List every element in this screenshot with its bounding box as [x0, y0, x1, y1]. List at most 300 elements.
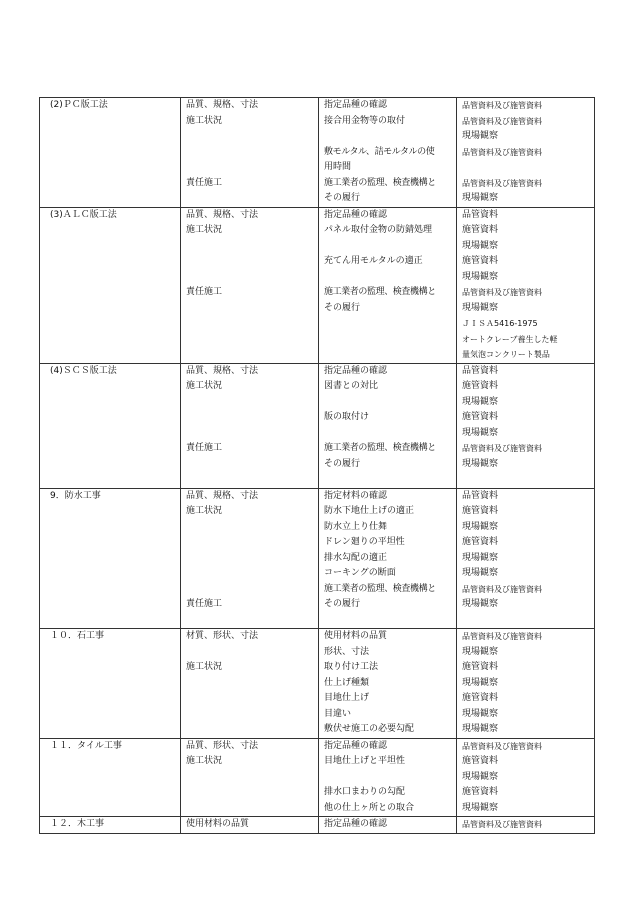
item-cell: [40, 722, 181, 738]
item-cell: [40, 566, 181, 582]
category-cell-text: 品質、形状、寸法: [186, 740, 259, 751]
method-cell-text: 現場観察: [462, 521, 499, 532]
table-row: [40, 504, 595, 520]
category-cell-text: [186, 535, 318, 551]
table-row: [40, 582, 595, 598]
item-cell-text: (3)ＡＬＣ版工法: [50, 209, 117, 220]
method-cell-text: 現場観察: [462, 646, 499, 657]
method-cell: [457, 566, 595, 582]
method-cell: [457, 691, 595, 707]
category-cell: [181, 472, 319, 488]
check-point-cell-text: [324, 239, 456, 255]
table-row: [40, 597, 595, 613]
category-cell-text: [186, 770, 318, 786]
table-row: [40, 488, 595, 504]
method-cell-text: オートクレーブ養生した軽: [462, 334, 558, 344]
item-cell: [40, 395, 181, 411]
item-cell-text: １１．タイル工事: [50, 740, 122, 751]
item-cell: [40, 551, 181, 567]
category-cell: [181, 410, 319, 426]
check-point-cell-text: その履行: [324, 193, 361, 203]
check-point-cell-text: [324, 332, 456, 348]
method-cell: [457, 597, 595, 613]
check-point-cell: [319, 191, 457, 207]
category-cell-text: 責任施工: [186, 443, 223, 453]
method-cell: [457, 145, 595, 161]
check-point-cell-text: 指定品種の確認: [324, 819, 388, 829]
check-point-cell: [319, 285, 457, 301]
method-cell: [457, 504, 595, 520]
category-cell: [181, 145, 319, 161]
item-cell-text: [50, 347, 180, 363]
category-cell-text: [186, 707, 318, 723]
method-cell-text: 現場観察: [462, 193, 499, 203]
item-cell: [40, 285, 181, 301]
table-row: [40, 801, 595, 817]
check-point-cell: [319, 316, 457, 332]
method-cell: [457, 160, 595, 176]
category-cell-text: [186, 160, 318, 176]
item-cell: [40, 770, 181, 786]
table-row: [40, 145, 595, 161]
check-point-cell: [319, 98, 457, 114]
method-cell: [457, 191, 595, 207]
item-cell-text: [50, 770, 180, 786]
table-row: [40, 738, 595, 754]
method-cell-text: 現場観察: [462, 427, 499, 438]
category-cell: [181, 817, 319, 834]
item-cell: [40, 426, 181, 442]
check-point-cell-text: 防水下地仕上げの適正: [324, 506, 415, 516]
table-row: [40, 114, 595, 130]
category-cell: [181, 441, 319, 457]
method-cell: [457, 785, 595, 801]
table-row: [40, 660, 595, 676]
method-cell-text: 品管資料及び施管資料: [462, 116, 542, 126]
method-cell: [457, 722, 595, 738]
category-cell-text: 品質、規格、寸法: [186, 209, 259, 220]
category-cell: [181, 316, 319, 332]
check-point-cell: [319, 114, 457, 130]
category-cell-text: 施工状況: [186, 225, 223, 235]
check-point-cell-text: [324, 129, 456, 145]
item-cell: [40, 316, 181, 332]
method-cell-text: 品管資料及び施管資料: [462, 632, 542, 641]
item-cell: [40, 270, 181, 286]
method-cell-text: 品管資料及び施管資料: [462, 444, 542, 453]
item-cell-text: [50, 566, 180, 582]
method-cell: [457, 613, 595, 629]
item-cell-text: [50, 223, 180, 239]
category-cell-text: [186, 129, 318, 145]
check-point-cell: [319, 551, 457, 567]
check-point-cell-text: 目地仕上げ: [324, 693, 370, 703]
check-point-cell-text: [324, 770, 456, 786]
method-cell: [457, 817, 595, 834]
category-cell-text: [186, 551, 318, 567]
item-cell-text: [50, 676, 180, 692]
category-cell-text: [186, 145, 318, 161]
inspection-table: [39, 97, 595, 834]
category-cell: [181, 363, 319, 379]
item-cell-text: [50, 145, 180, 161]
check-point-cell-text: [324, 426, 456, 442]
table-row: [40, 98, 595, 114]
category-cell: [181, 504, 319, 520]
item-cell: [40, 363, 181, 379]
item-cell-text: [50, 285, 180, 301]
method-cell-text: 品管資料及び施管資料: [462, 820, 542, 829]
table-row: [40, 223, 595, 239]
check-point-cell-text: 施工業者の監理、検査機構と: [324, 443, 436, 453]
check-point-cell-text: その履行: [324, 458, 361, 469]
category-cell-text: [186, 566, 318, 582]
category-cell-text: 施工状況: [186, 662, 223, 672]
check-point-cell: [319, 707, 457, 723]
method-cell-text: 現場観察: [462, 240, 499, 251]
category-cell-text: [186, 457, 318, 473]
check-point-cell-text: 敷モルタル、詰モルタルの使: [324, 146, 435, 157]
method-cell-text: 現場観察: [462, 552, 499, 563]
check-point-cell: [319, 426, 457, 442]
check-point-cell: [319, 801, 457, 817]
method-cell: [457, 770, 595, 786]
table-row: [40, 457, 595, 473]
category-cell: [181, 332, 319, 348]
method-cell: [457, 395, 595, 411]
check-point-cell-text: 指定品種の確認: [324, 740, 388, 751]
method-cell: [457, 207, 595, 223]
item-cell: [40, 457, 181, 473]
item-cell: [40, 441, 181, 457]
item-cell: [40, 629, 181, 645]
category-cell-text: [186, 410, 318, 426]
item-cell: [40, 191, 181, 207]
item-cell: [40, 332, 181, 348]
category-cell-text: [186, 191, 318, 207]
item-cell-text: [50, 426, 180, 442]
category-cell-text: [186, 395, 318, 411]
item-cell: [40, 239, 181, 255]
table-row: [40, 160, 595, 176]
check-point-cell: [319, 332, 457, 348]
check-point-cell-text: 取り付け工法: [324, 662, 379, 672]
check-point-cell-text: 指定品種の確認: [324, 209, 388, 220]
category-cell: [181, 660, 319, 676]
method-cell-text: 品管資料及び施管資料: [462, 741, 542, 751]
category-cell: [181, 223, 319, 239]
item-cell-text: [50, 613, 180, 629]
check-point-cell-text: 目地仕上げと平坦性: [324, 756, 406, 766]
category-cell-text: [186, 270, 318, 286]
method-cell-text: 施管資料: [462, 787, 499, 797]
check-point-cell: [319, 347, 457, 363]
table-row: [40, 347, 595, 363]
method-cell-text: 施管資料: [462, 412, 499, 422]
item-cell-text: [50, 457, 180, 473]
category-cell-text: [186, 239, 318, 255]
table-row: [40, 410, 595, 426]
check-point-cell-text: 使用材料の品質: [324, 631, 388, 641]
item-cell: [40, 98, 181, 114]
method-cell-text: 現場観察: [462, 724, 499, 734]
check-point-cell: [319, 254, 457, 270]
method-cell: [457, 738, 595, 754]
check-point-cell: [319, 239, 457, 255]
category-cell: [181, 457, 319, 473]
category-cell-text: [186, 426, 318, 442]
method-cell-text: 施管資料: [462, 506, 499, 516]
method-cell-text: 現場観察: [462, 677, 499, 688]
check-point-cell: [319, 301, 457, 317]
category-cell-text: 品質、規格、寸法: [186, 365, 259, 376]
method-cell: [457, 707, 595, 723]
check-point-cell: [319, 770, 457, 786]
check-point-cell-text: 仕上げ種類: [324, 677, 370, 688]
method-cell: [457, 270, 595, 286]
category-cell: [181, 707, 319, 723]
method-cell: [457, 660, 595, 676]
item-cell-text: [50, 472, 180, 488]
check-point-cell-text: [324, 395, 456, 411]
item-cell: [40, 301, 181, 317]
method-cell: [457, 754, 595, 770]
check-point-cell-text: 指定品種の確認: [324, 100, 388, 110]
check-point-cell-text: 形状、寸法: [324, 646, 370, 657]
category-cell: [181, 785, 319, 801]
category-cell: [181, 285, 319, 301]
category-cell-text: [186, 801, 318, 817]
item-cell-text: [50, 504, 180, 520]
check-point-cell: [319, 504, 457, 520]
check-point-cell-text: 排水口まわりの勾配: [324, 787, 406, 797]
item-cell-text: [50, 785, 180, 801]
table-row: [40, 441, 595, 457]
check-point-cell-text: パネル取付金物の防錆処理: [324, 225, 433, 235]
table-row: [40, 363, 595, 379]
check-point-cell-text: 版の取付け: [324, 412, 370, 422]
item-cell-text: [50, 645, 180, 661]
item-cell-text: [50, 316, 180, 332]
item-cell: [40, 801, 181, 817]
check-point-cell-text: 接合用金物等の取付: [324, 115, 406, 126]
table-row: [40, 645, 595, 661]
check-point-cell: [319, 363, 457, 379]
item-cell-text: [50, 191, 180, 207]
item-cell-text: [50, 254, 180, 270]
check-point-cell: [319, 129, 457, 145]
table-row: [40, 285, 595, 301]
method-cell-text: 施管資料: [462, 225, 499, 235]
method-cell: [457, 457, 595, 473]
category-cell: [181, 207, 319, 223]
table-row: [40, 426, 595, 442]
item-cell: [40, 379, 181, 395]
check-point-cell-text: 充てん用モルタルの適正: [324, 256, 423, 266]
check-point-cell-text: 敷伏せ施工の必要勾配: [324, 724, 415, 734]
item-cell: [40, 145, 181, 161]
table-row: [40, 472, 595, 488]
item-cell-text: [50, 129, 180, 145]
table-row: [40, 270, 595, 286]
method-cell-text: 品管資料及び施管資料: [462, 101, 542, 110]
method-cell-text: 品管資料: [462, 209, 499, 220]
method-cell: [457, 285, 595, 301]
method-cell: [457, 316, 595, 332]
method-cell: [457, 379, 595, 395]
check-point-cell: [319, 176, 457, 192]
table-row: [40, 785, 595, 801]
method-cell-text: 品管資料及び施管資料: [462, 288, 542, 297]
category-cell-text: [186, 613, 318, 629]
item-cell-text: [50, 535, 180, 551]
category-cell: [181, 613, 319, 629]
check-point-cell-text: 他の仕上ヶ所との取合: [324, 802, 415, 813]
item-cell-text: １２．木工事: [50, 819, 105, 829]
category-cell: [181, 770, 319, 786]
method-cell-text: 施管資料: [462, 256, 499, 266]
method-cell: [457, 520, 595, 536]
check-point-cell-text: 指定品種の確認: [324, 365, 388, 376]
category-cell-text: 施工状況: [186, 756, 223, 766]
table-row: [40, 566, 595, 582]
item-cell-text: [50, 597, 180, 613]
check-point-cell-text: ドレン廻りの平坦性: [324, 537, 405, 547]
table-row: [40, 817, 595, 834]
check-point-cell: [319, 738, 457, 754]
check-point-cell: [319, 817, 457, 834]
item-cell: [40, 254, 181, 270]
method-cell: [457, 98, 595, 114]
method-cell-text: 現場観察: [462, 458, 499, 469]
item-cell-text: [50, 722, 180, 738]
table-row: [40, 129, 595, 145]
category-cell: [181, 629, 319, 645]
item-cell: [40, 114, 181, 130]
category-cell: [181, 551, 319, 567]
item-cell-text: [50, 660, 180, 676]
method-cell-text: 品管資料: [462, 490, 499, 501]
item-cell: [40, 597, 181, 613]
category-cell: [181, 582, 319, 598]
item-cell: [40, 738, 181, 754]
table-row: [40, 770, 595, 786]
item-cell: [40, 817, 181, 834]
item-cell-text: [50, 239, 180, 255]
method-cell-text: 現場観察: [462, 302, 499, 313]
item-cell-text: [50, 270, 180, 286]
method-cell-text: 施管資料: [462, 662, 499, 672]
check-point-cell: [319, 785, 457, 801]
check-point-cell: [319, 441, 457, 457]
table-row: [40, 707, 595, 723]
item-cell: [40, 520, 181, 536]
method-cell: [457, 223, 595, 239]
check-point-cell: [319, 207, 457, 223]
category-cell-text: 品質、規格、寸法: [186, 490, 259, 501]
item-cell: [40, 535, 181, 551]
check-point-cell: [319, 472, 457, 488]
item-cell-text: [50, 520, 180, 536]
item-cell: [40, 754, 181, 770]
table-row: [40, 551, 595, 567]
category-cell-text: 責任施工: [186, 599, 223, 609]
method-cell: [457, 488, 595, 504]
item-cell: [40, 582, 181, 598]
table-row: [40, 176, 595, 192]
method-cell-text: 品管資料: [462, 365, 499, 376]
category-cell: [181, 520, 319, 536]
check-point-cell: [319, 535, 457, 551]
check-point-cell: [319, 691, 457, 707]
table-row: [40, 754, 595, 770]
category-cell: [181, 160, 319, 176]
category-cell-text: [186, 582, 318, 598]
method-cell-text: 現場観察: [462, 708, 499, 719]
check-point-cell-text: その履行: [324, 599, 361, 609]
item-cell: [40, 472, 181, 488]
item-cell: [40, 785, 181, 801]
category-cell-text: 使用材料の品質: [186, 819, 250, 829]
category-cell: [181, 395, 319, 411]
category-cell: [181, 426, 319, 442]
table-row: [40, 676, 595, 692]
method-cell-text: 施管資料: [462, 693, 499, 703]
method-cell-text: 現場観察: [462, 396, 499, 407]
category-cell: [181, 535, 319, 551]
item-cell: [40, 707, 181, 723]
category-cell: [181, 176, 319, 192]
check-point-cell-text: その履行: [324, 302, 361, 313]
item-cell: [40, 410, 181, 426]
table-row: [40, 395, 595, 411]
table-row: [40, 691, 595, 707]
table-row: [40, 332, 595, 348]
item-cell-text: [50, 301, 180, 317]
table-row: [40, 254, 595, 270]
category-cell: [181, 801, 319, 817]
item-cell: [40, 504, 181, 520]
category-cell-text: 責任施工: [186, 177, 223, 188]
check-point-cell: [319, 223, 457, 239]
item-cell-text: [50, 176, 180, 192]
item-cell-text: [50, 707, 180, 723]
item-cell: [40, 347, 181, 363]
item-cell-text: [50, 114, 180, 130]
check-point-cell: [319, 520, 457, 536]
method-cell-text: 現場観察: [462, 771, 499, 782]
check-point-cell-text: [324, 613, 456, 629]
method-cell: [457, 254, 595, 270]
category-cell: [181, 270, 319, 286]
category-cell: [181, 597, 319, 613]
category-cell-text: 責任施工: [186, 287, 223, 297]
method-cell-text: [462, 613, 594, 629]
check-point-cell: [319, 160, 457, 176]
check-point-cell: [319, 645, 457, 661]
method-cell: [457, 410, 595, 426]
check-point-cell-text: 用時間: [324, 162, 352, 172]
category-cell-text: 品質、規格、寸法: [186, 100, 259, 110]
method-cell: [457, 301, 595, 317]
category-cell-text: [186, 785, 318, 801]
table-row: [40, 239, 595, 255]
item-cell: [40, 176, 181, 192]
item-cell-text: [50, 332, 180, 348]
method-cell: [457, 535, 595, 551]
check-point-cell: [319, 270, 457, 286]
table-row: [40, 316, 595, 332]
